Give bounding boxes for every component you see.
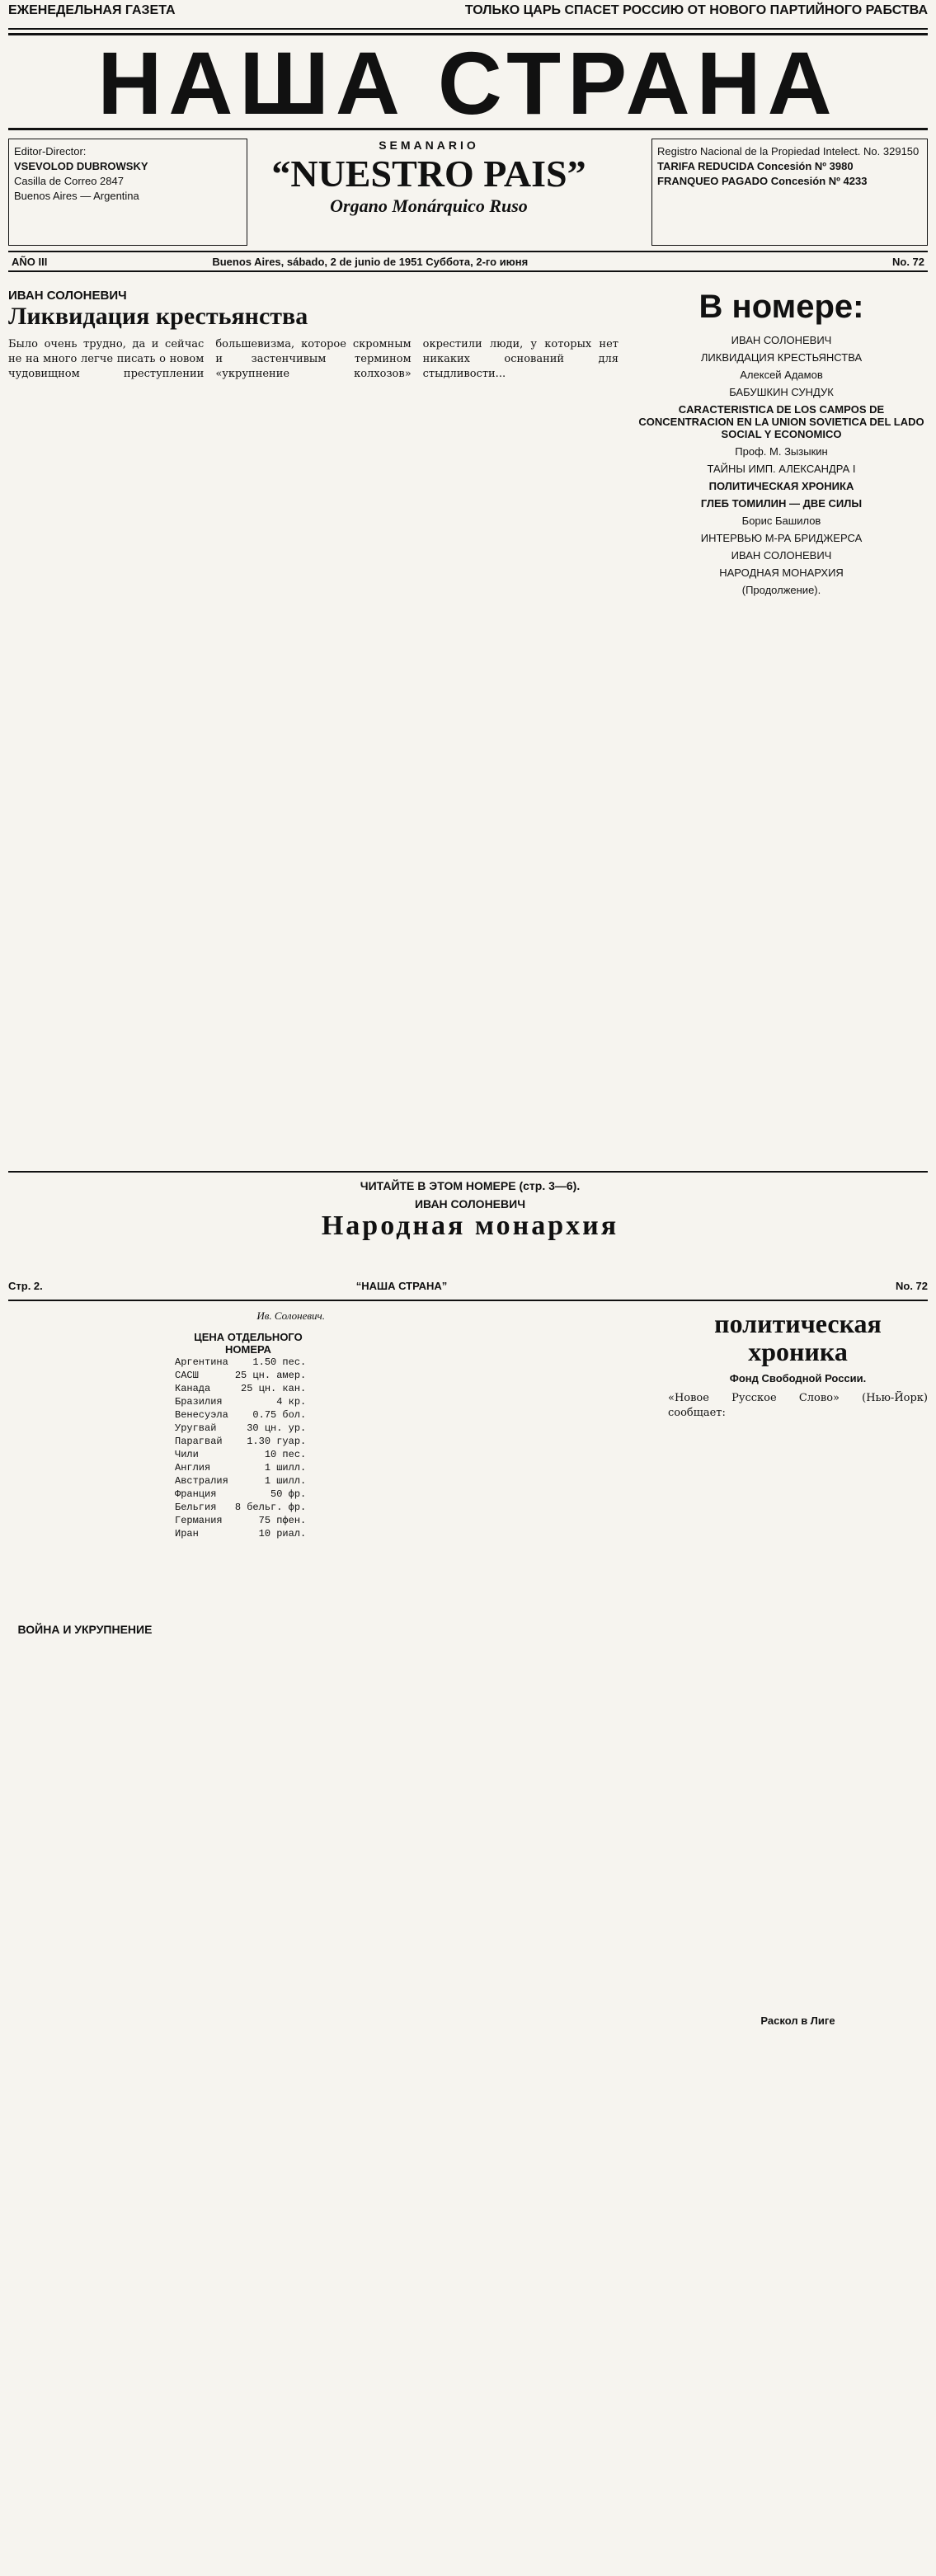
page-header: Стр. 2. “НАША СТРАНА” No. 72 [8, 1280, 928, 1301]
price-row: Парагвай 1.30 гуар. [175, 1436, 307, 1447]
price-row: Австралия 1 шилл. [175, 1475, 307, 1487]
lead-article [8, 289, 619, 964]
article-headline: Ликвидация крестьянства [8, 303, 308, 330]
price-row: САСШ 25 цн. амер. [175, 1370, 307, 1381]
chronicle-title: политическая хроника [714, 1309, 882, 1366]
front-page [8, 0, 928, 1268]
contents-title: В номере: [698, 289, 864, 325]
article-columns [8, 1309, 651, 2563]
editor-box: Editor-Director: VSEVOLOD DUBROWSKY Casilla de Correo 2847 Buenos Aires — Argentina [8, 139, 247, 246]
register-box: Registro Nacional de la Propiedad Intelect. No. 329150 TARIFA REDUCIDA Concesión Nº 3980 FRANQUEO PAGADO Concesión Nº 4233 [651, 139, 928, 246]
price-row: Канада 25 цн. кан. [175, 1383, 307, 1394]
price-row: Венесуэла 0.75 бол. [175, 1409, 307, 1421]
price-row: Аргентина 1.50 пес. [175, 1356, 307, 1368]
price-row: Англия 1 шилл. [175, 1462, 307, 1474]
article-author: ИВАН СОЛОНЕВИЧ [8, 289, 127, 303]
price-row: Чили 10 пес. [175, 1449, 307, 1460]
price-row: Франция 50 фр. [175, 1488, 307, 1500]
motto: ТОЛЬКО ЦАРЬ СПАСЕТ РОССИЮ ОТ НОВОГО ПАРТИЙНОГО РАБСТВА [464, 3, 928, 17]
liga-heading: Раскол в Лиге [760, 2014, 835, 2027]
chronicle: политическая хроника Фонд Свободной России. «Новое Русское Слово» (Нью-Йорк) сообщает: Раскол в Лиге [668, 1309, 928, 2027]
masthead-title: НАША СТРАНА [8, 33, 928, 130]
price-row: Бразилия 4 кр. [175, 1396, 307, 1408]
bottom-promo: ЧИТАЙТЕ В ЭТОМ НОМЕРЕ (стр. 3—6). ИВАН СОЛОНЕВИЧ Народная монархия [321, 1179, 619, 1241]
rule [8, 1171, 928, 1173]
top-bar [8, 3, 928, 30]
price-row: Германия 75 пфен. [175, 1515, 307, 1526]
weekly-label: ЕЖЕНЕДЕЛЬНАЯ ГАЗЕТА [8, 3, 176, 17]
price-table: ЦЕНА ОТДЕЛЬНОГО НОМЕРА Аргентина 1.50 пес. САСШ 25 цн. амер. Канада 25 цн. кан. Бразилия 4 кр. Венесуэла 0.75 бол. Уругвай 30 цн. ур. Парагвай 1.30 гуар. Чили 10 пес. Англия 1 шилл. Австралия 1 шилл. Франция 50 фр. Бельгия 8 бельг. фр. Германия 75 пфен. Иран 10 риал. [172, 1331, 325, 1540]
price-row: Иран 10 риал. [175, 1528, 307, 1539]
subtitle-block: SEMANARIO “NUESTRO PAIS” Organo Monárquico Ruso [271, 139, 586, 216]
signature: Ив. Солоневич. [256, 1309, 325, 1322]
war-heading: ВОЙНА И УКРУПНЕНИЕ [17, 1623, 153, 1636]
page-two [8, 1276, 928, 2568]
price-row: Бельгия 8 бельг. фр. [175, 1502, 307, 1513]
price-row: Уругвай 30 цн. ур. [175, 1422, 307, 1434]
article-text: Было очень трудно, да и сейчас не на много легче писать о новом чудовищном преступлении большевизма, которое скромным и застенчивым термином «укрупнение колхозов» окрестили люди, у которых нет никаких оснований для стыдливости... [8, 338, 619, 380]
dateline: AÑO III Buenos Aires, sábado, 2 de junio de 1951 Суббота, 2-го июня No. 72 [8, 251, 928, 272]
contents-box: В номере: ИВАН СОЛОНЕВИЧ ЛИКВИДАЦИЯ КРЕСТЬЯНСТВА Алексей Адамов БАБУШКИН СУНДУК CARACTERISTICA DE LOS CAMPOS DE CONCENTRACION EN LA UNION SOVIETICA DEL LADO SOCIAL Y ECONOMICO Проф. М. Зызыкин ТАЙНЫ ИМП. АЛЕКСАНДРА I ПОЛИТИЧЕСКАЯ ХРОНИКА ГЛЕБ ТОМИЛИН — ДВЕ СИЛЫ Борис Башилов ИНТЕРВЬЮ М-РА БРИДЖЕРСА ИВАН СОЛОНЕВИЧ НАРОДНАЯ МОНАРХИЯ (Продолжение). [635, 289, 928, 601]
